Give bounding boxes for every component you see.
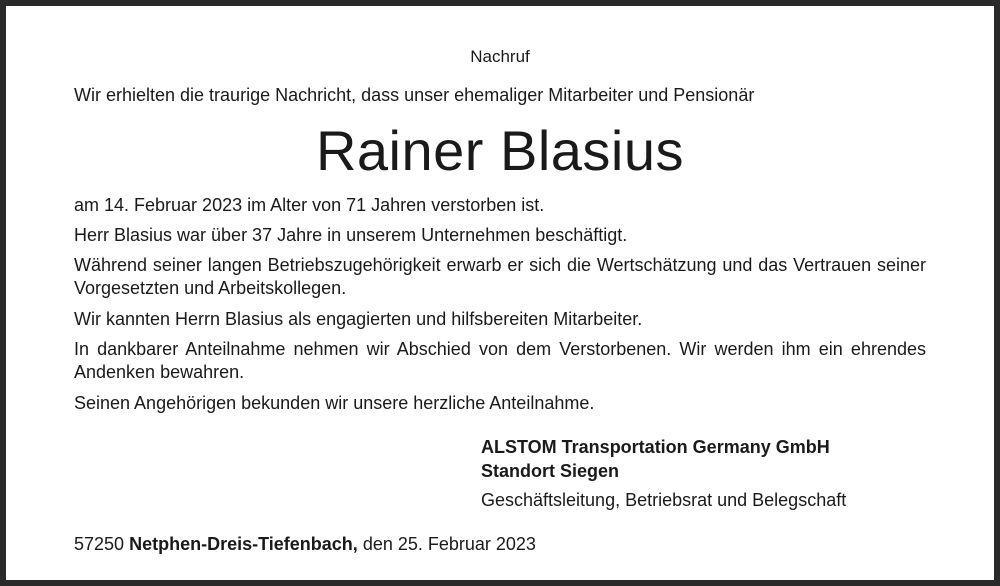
signature-site: Standort Siegen — [481, 461, 620, 481]
paragraph-farewell: In dankbarer Anteilnahme nehmen wir Abschied von dem Verstorbenen. Wir werden ihm ein ehrendes Andenken bewahren. — [74, 339, 926, 382]
signature-group: Geschäftsleitung, Betriebsrat und Belegschaft — [481, 490, 847, 510]
postal-code: 57250 — [74, 534, 125, 554]
place-name: Netphen-Dreis-Tiefenbach, — [129, 534, 358, 554]
paragraph-appreciation: Während seiner langen Betriebszugehörigkeit erwarb er sich die Wertschätzung und das Vertrauen seiner Vorgesetzten und Arbeitskollegen. — [74, 255, 926, 298]
notice-date: den 25. Februar 2023 — [362, 534, 536, 554]
place-and-date — [74, 533, 536, 556]
intro-text: Wir erhielten die traurige Nachricht, dass unser ehemaliger Mitarbeiter und Pensionär — [74, 85, 755, 105]
paragraph-condolences: Seinen Angehörigen bekunden wir unsere herzliche Anteilnahme. — [74, 393, 595, 413]
signature-company: ALSTOM Transportation Germany GmbH — [481, 437, 830, 457]
paragraph-character: Wir kannten Herrn Blasius als engagierten und hilfsbereiten Mitarbeiter. — [74, 309, 643, 329]
deceased-name: Rainer Blasius — [315, 119, 685, 182]
paragraph-death-date: am 14. Februar 2023 im Alter von 71 Jahren verstorben ist. — [74, 195, 545, 215]
notice-heading: Nachruf — [470, 47, 530, 66]
paragraph-tenure: Herr Blasius war über 37 Jahre in unserem Unternehmen beschäftigt. — [74, 225, 628, 245]
